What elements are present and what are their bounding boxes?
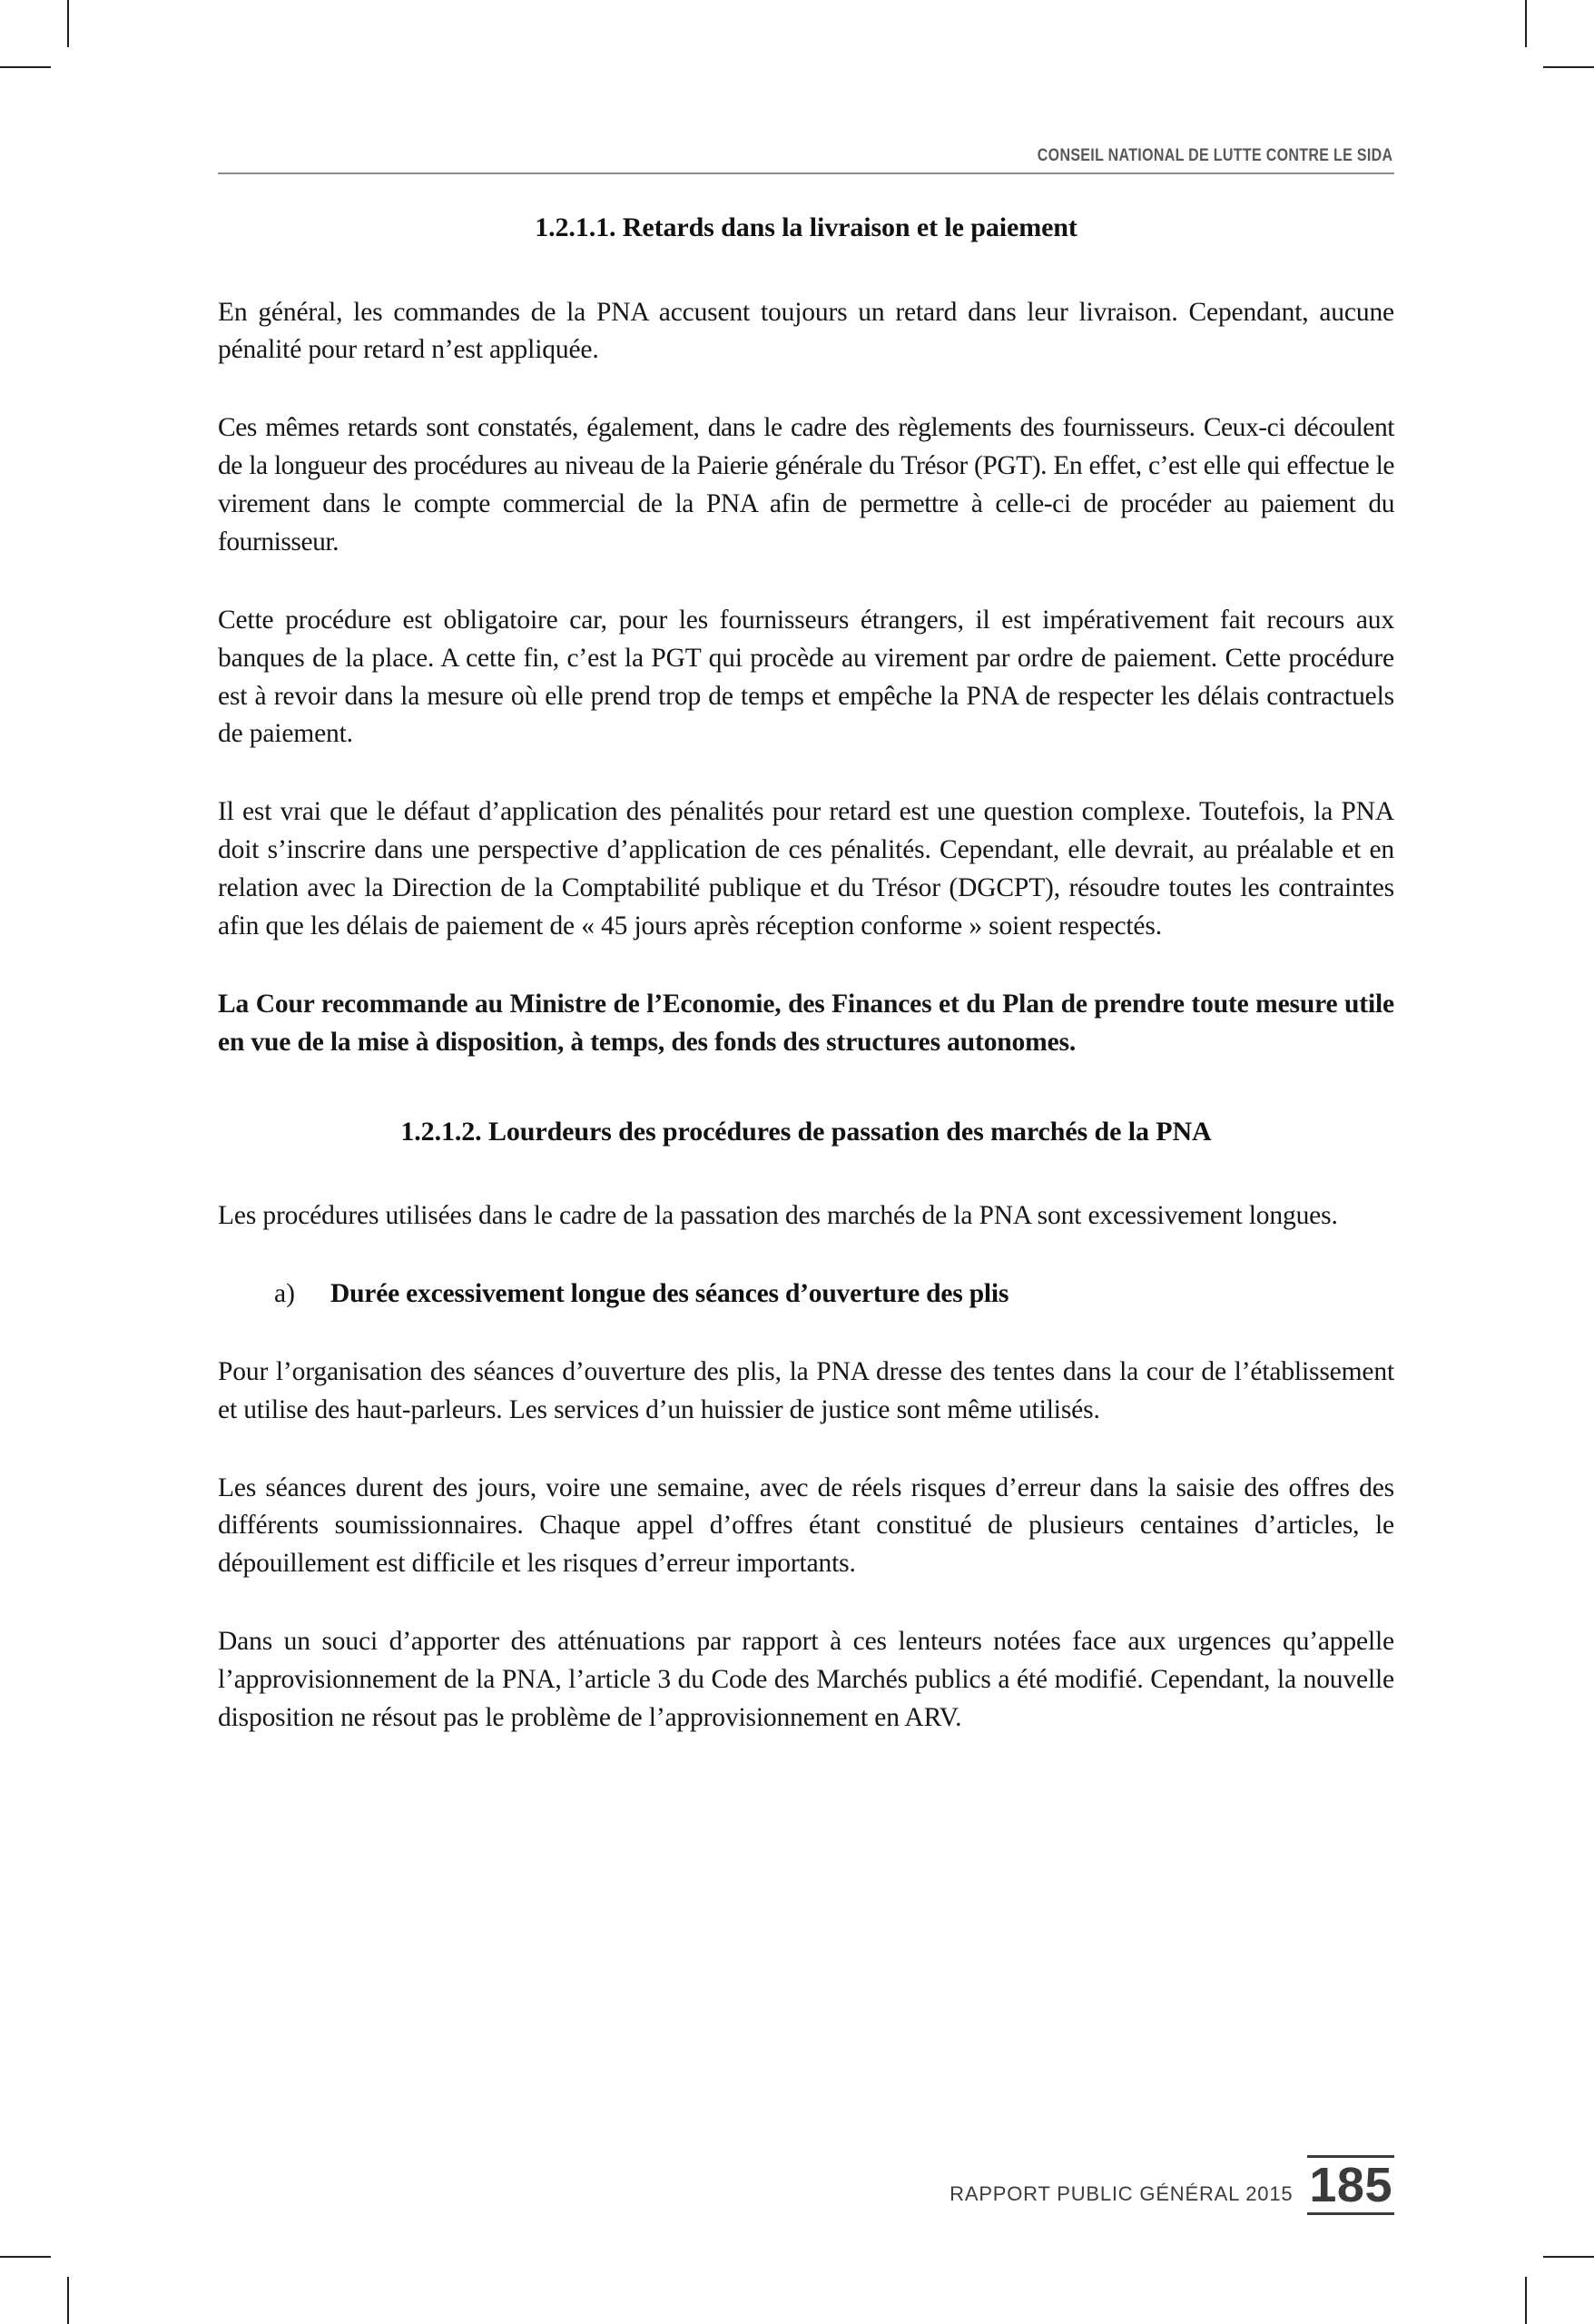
spacer bbox=[218, 369, 1394, 409]
spacer bbox=[218, 1583, 1394, 1623]
sub-item-a bbox=[218, 1275, 1394, 1314]
paragraph-procurement-procedures: Les procédures utilisées dans le cadre de la passation des marchés de la PNA sont excessivement longues. bbox=[218, 1201, 1338, 1230]
section-heading-1-2-1-2: 1.2.1.2. Lourdeurs des procédures de passation des marchés de la PNA bbox=[400, 1116, 1212, 1147]
spacer bbox=[218, 1236, 1394, 1275]
spacer bbox=[218, 562, 1394, 602]
paragraph-mandatory-procedure: Cette procédure est obligatoire car, pour les fournisseurs étrangers, il est impérativement fait recours aux banques de la place. A cette fin, c’est la PGT qui procède au virement par ordre de paiement. Cette procédure est à revoir dans la mesure où elle prend trop de temps et empêche la PNA de respecter les délais contractuels de paiement. bbox=[218, 605, 1394, 749]
paragraph-session-organisation: Pour l’organisation des séances d’ouverture des plis, la PNA dresse des tentes dans la cour de l’établissement et utilise des haut-parleurs. Les services d’un huissier de justice sont même utilisés. bbox=[218, 1356, 1394, 1424]
crop-mark-bottom-left-vertical bbox=[67, 2277, 69, 2324]
spacer bbox=[218, 753, 1394, 793]
page-number: 185 bbox=[1309, 2157, 1392, 2212]
paragraph-court-recommendation: La Cour recommande au Ministre de l’Economie, des Finances et du Plan de prendre toute mesure utile en vue de la mise à disposition, à temps, des fonds des structures autonomes. bbox=[218, 989, 1394, 1057]
spacer bbox=[218, 1062, 1394, 1115]
crop-mark-top-right-vertical bbox=[1525, 0, 1527, 47]
section-heading-1-2-1-1: 1.2.1.1. Retards dans la livraison et le paiement bbox=[535, 212, 1077, 242]
spacer bbox=[218, 946, 1394, 986]
spacer bbox=[218, 245, 1394, 294]
paragraph-penalty-complexity: Il est vrai que le défaut d’application des pénalités pour retard est une question complexe. Toutefois, la PNA doit s’inscrire dans une perspective d’application de ces pénalités. Cependant, elle devrait, au préalable et en relation avec la Direction de la Comptabilité publique et du Trésor (DGCPT), résoudre toutes les contraintes afin que les délais de paiement de « 45 jours après réception conforme » soient respectés. bbox=[218, 797, 1394, 940]
footer-report-label: RAPPORT PUBLIC GÉNÉRAL 2015 bbox=[950, 2182, 1294, 2205]
document-body bbox=[218, 211, 1394, 1738]
crop-mark-top-left-horizontal bbox=[0, 66, 51, 68]
page-footer bbox=[218, 2155, 1394, 2215]
paragraph-general-delays: En général, les commandes de la PNA accusent toujours un retard dans leur livraison. Cependant, aucune pénalité pour retard n’est appliquée. bbox=[218, 297, 1394, 365]
paragraph-supplier-payment-delays: Ces mêmes retards sont constatés, également, dans le cadre des règlements des fournisseurs. Ceux-ci découlent de la longueur des procédures au niveau de la Paierie générale du Trésor (PGT). En effet, c’est elle qui effectue le virement dans le compte commercial de la PNA afin de permettre à celle-ci de procéder au paiement du fournisseur. bbox=[218, 413, 1394, 556]
page-number-rule-bottom bbox=[1307, 2212, 1394, 2215]
crop-mark-top-left-vertical bbox=[67, 0, 69, 47]
crop-mark-bottom-right-horizontal bbox=[1543, 2256, 1594, 2258]
paragraph-code-modification: Dans un souci d’apporter des atténuations par rapport à ces lenteurs notées face aux urgences qu’appelle l’approvisionnement de la PNA, l’article 3 du Code des Marchés publics a été modifié. Cependant, la nouvelle disposition ne résout pas le problème de l’approvisionnement en ARV. bbox=[218, 1627, 1394, 1732]
paragraph-session-duration-risks: Les séances durent des jours, voire une semaine, avec de réels risques d’erreur dans la saisie des offres des différents soumissionnaires. Chaque appel d’offres étant constitué de plusieurs centaines d’articles, le dépouillement est difficile et les risques d’erreur importants. bbox=[218, 1472, 1394, 1579]
running-header-title: CONSEIL NATIONAL DE LUTTE CONTRE LE SIDA bbox=[1037, 145, 1393, 165]
header-divider-rule bbox=[218, 172, 1394, 174]
spacer bbox=[218, 1314, 1394, 1354]
spacer bbox=[218, 1430, 1394, 1470]
crop-mark-bottom-right-vertical bbox=[1525, 2277, 1527, 2324]
sub-item-a-label: Durée excessivement longue des séances d’ouverture des plis bbox=[330, 1278, 1009, 1308]
spacer bbox=[218, 1148, 1394, 1197]
crop-mark-top-right-horizontal bbox=[1543, 66, 1594, 68]
page-number-block bbox=[1307, 2155, 1394, 2215]
sub-item-a-marker: a) bbox=[274, 1278, 295, 1308]
crop-mark-bottom-left-horizontal bbox=[0, 2256, 51, 2258]
running-header bbox=[218, 145, 1394, 174]
content-column bbox=[218, 0, 1394, 2324]
